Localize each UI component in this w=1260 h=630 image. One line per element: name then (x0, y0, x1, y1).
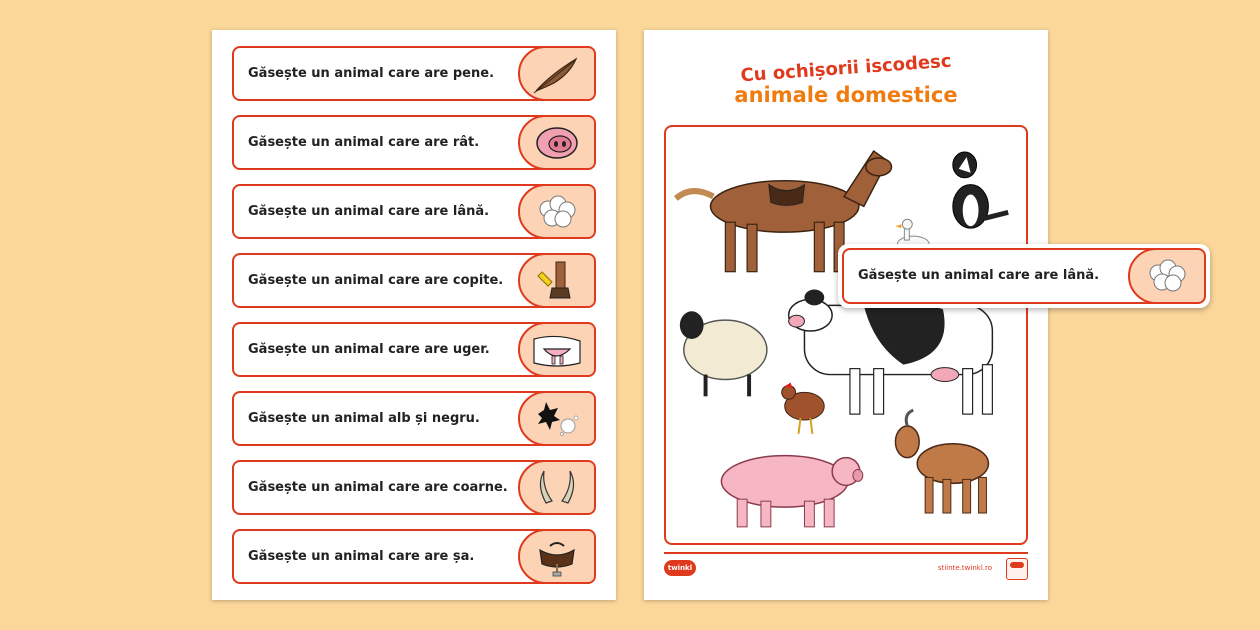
cow-icon (789, 290, 993, 415)
wool-icon (518, 184, 596, 239)
saddle-icon (518, 529, 596, 584)
task-card (232, 529, 596, 584)
task-card-text: Găsește un animal care are uger. (248, 342, 490, 357)
zoomed-task-card-text: Găsește un animal care are lână. (858, 268, 1100, 283)
horns-icon (518, 460, 596, 515)
pig-snout-icon (518, 115, 596, 170)
quality-badge-icon (1006, 558, 1028, 580)
footer-divider (664, 552, 1028, 554)
task-card-text: Găsește un animal care are rât. (248, 135, 480, 150)
poster-title-line1: Cu ochișorii iscodesc (739, 50, 953, 87)
pig-icon (721, 456, 862, 527)
feather-icon (518, 46, 596, 101)
site-url: stiinte.twinkl.ro (937, 564, 992, 572)
goat-icon (895, 410, 988, 513)
poster-title-line2: animale domestice (734, 83, 958, 107)
dog-icon (953, 152, 1008, 228)
task-card-text: Găsește un animal care are coarne. (248, 480, 508, 495)
task-card (232, 460, 596, 515)
black-white-splat-icon (518, 391, 596, 446)
task-card-text: Găsește un animal care are copite. (248, 273, 504, 288)
hoof-icon (518, 253, 596, 308)
task-card (232, 391, 596, 446)
task-card-text: Găsește un animal care are șa. (248, 549, 475, 564)
udder-icon (518, 322, 596, 377)
task-card (232, 46, 596, 101)
task-card-text: Găsește un animal care are lână. (248, 204, 490, 219)
zoomed-task-card-frame (842, 248, 1206, 304)
twinkl-logo: twinkl (664, 560, 696, 576)
task-cards-sheet (212, 30, 616, 600)
task-card (232, 253, 596, 308)
task-card-text: Găsește un animal alb și negru. (248, 411, 480, 426)
task-card (232, 184, 596, 239)
task-card (232, 322, 596, 377)
task-card (232, 115, 596, 170)
task-card-text: Găsește un animal care are pene. (248, 66, 495, 81)
zoomed-task-card (838, 244, 1210, 308)
sheep-icon (680, 311, 767, 396)
animal-scene (664, 125, 1028, 545)
hen-icon (782, 382, 825, 433)
wool-icon (1128, 248, 1206, 304)
poster-sheet (644, 30, 1048, 600)
